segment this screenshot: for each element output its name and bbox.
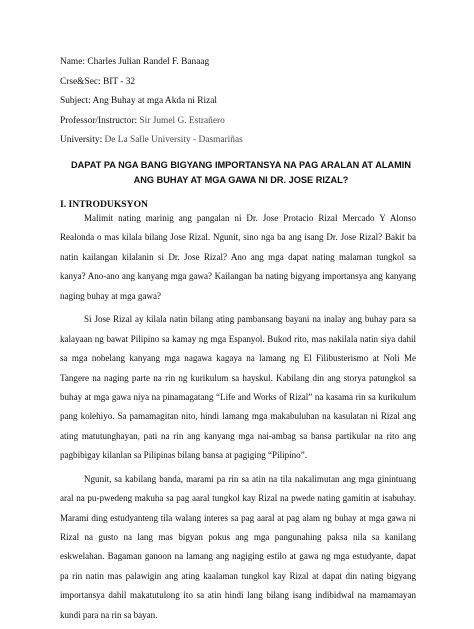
paragraph-line: naging buhay at mga gawa? <box>60 290 161 301</box>
student-info-header <box>60 53 420 151</box>
professor-line <box>60 112 420 132</box>
paragraph-line: Malimit nating marinig ang pangalan ni Dr. Jose Protacio Rizal Mercado Y Alonso <box>84 213 416 223</box>
paragraph-2 <box>60 310 416 466</box>
paragraph-line: pagbibigay kilanlan sa Pilipinas bilang bansa at pagiging “Pilipino”. <box>60 450 307 461</box>
paragraph-line: Realonda o mas kilala bilang Jose Rizal. Ngunit, sino nga ba ang isang Dr. Jose Rizal? Bakit ba <box>60 232 416 243</box>
course-section: Crse&Sec: BIT - 32 <box>60 76 136 87</box>
paragraph-line: ating matutunghayan, pati na rin ang kanyang mga nai-ambag sa bansa partikular na rito ang <box>60 430 416 441</box>
paragraph-line: kalayaan ng bawat Pilipino sa kamay ng mga Espanyol. Bukod rito, mas nakilala natin siya dahil <box>60 333 416 344</box>
document-title-line-1: DAPAT PA NGA BANG BIGYANG IMPORTANSYA NA PAG ARALAN AT ALAMIN <box>71 160 411 170</box>
university-line <box>60 131 420 151</box>
paragraph-line: buhay at mga gawa niya na pinamagatang “Life and Works of Rizal” na kasama rin sa kurikulum <box>60 391 416 402</box>
paragraph-line: importansya dahil makatutulong ito sa atin hindi lang bilang isang indibidwal na mamamayan <box>60 590 416 601</box>
paragraph-line: aral na pu-pwedeng makuha sa pag aaral tungkol kay Rizal na pwede nating gamitin at isabuhay. <box>60 493 416 504</box>
professor-label: Professor/Instructor: <box>60 115 140 126</box>
section-heading: I. INTRODUKSYON <box>60 199 148 210</box>
document-title-line-2: ANG BUHAY AT MGA GAWA NI DR. JOSE RIZAL? <box>133 175 349 185</box>
paragraph-line: pang kolehiyo. Sa pamamagitan nito, hindi lamang mga makabuluhan na kasulatan ni Rizal ang <box>60 411 416 422</box>
subject-line: Subject: Ang Buhay at mga Akda ni Rizal <box>60 96 218 107</box>
paragraph-line: kundi para na rin sa bayan. <box>60 609 158 620</box>
university-name: De La Salle University - Dasmariñas <box>104 135 243 146</box>
student-name: Name: Charles Julian Randel F. Banaag <box>60 57 210 67</box>
paragraph-line: sa mga nobelang kanyang mga nagawa kagaya na lamang ng El Filibusterismo at Noli Me <box>60 353 416 364</box>
paragraph-line: pa rin natin mas palawigin ang ating kaalaman tungkol kay Rizal at dapat din nating bigyang <box>60 570 416 581</box>
body-text <box>60 209 416 629</box>
university-label: University: <box>60 135 105 146</box>
paragraph-line: Tangere na naging parte na rin ng kurikulum sa hayskul. Kabilang din ang storya patungkol sa <box>60 372 416 383</box>
paragraph-line: eskwelahan. Bagaman ganoon na lamang ang nagiging estilo at gawa ng mga estudyante, dapat <box>60 551 416 562</box>
paragraph-line: Ngunit, sa kabilang banda, marami pa rin sa atin na tila nakalimutan ang mga ginintuang <box>84 473 416 484</box>
paragraph-1 <box>60 209 416 306</box>
paragraph-line: Rizal na gusto na lang mas bigyan pokus ang mga pangunahing paksa nila sa kanilang <box>60 532 416 542</box>
professor-name: Sir Jumel G. Estrañero <box>139 115 225 126</box>
paragraph-line: kanya? Ano-ano ang kanyang mga gawa? Kailangan ba nating bigyang importansya ang kanyang <box>60 271 416 282</box>
paragraph-3 <box>60 470 416 626</box>
paragraph-line: Marami ding estudyanteng tila walang interes sa pag aaral at pag alam ng buhay at mga gawa ni <box>60 512 416 523</box>
paragraph-line: natin kailangan kilalanin si Dr. Jose Rizal? Ano ang mga dapat nating malaman tungkol sa <box>60 251 416 262</box>
document-title <box>40 158 442 188</box>
paragraph-line: Si Jose Rizal ay kilala natin bilang ating pambansang bayani na inalay ang buhay para sa <box>84 314 416 325</box>
